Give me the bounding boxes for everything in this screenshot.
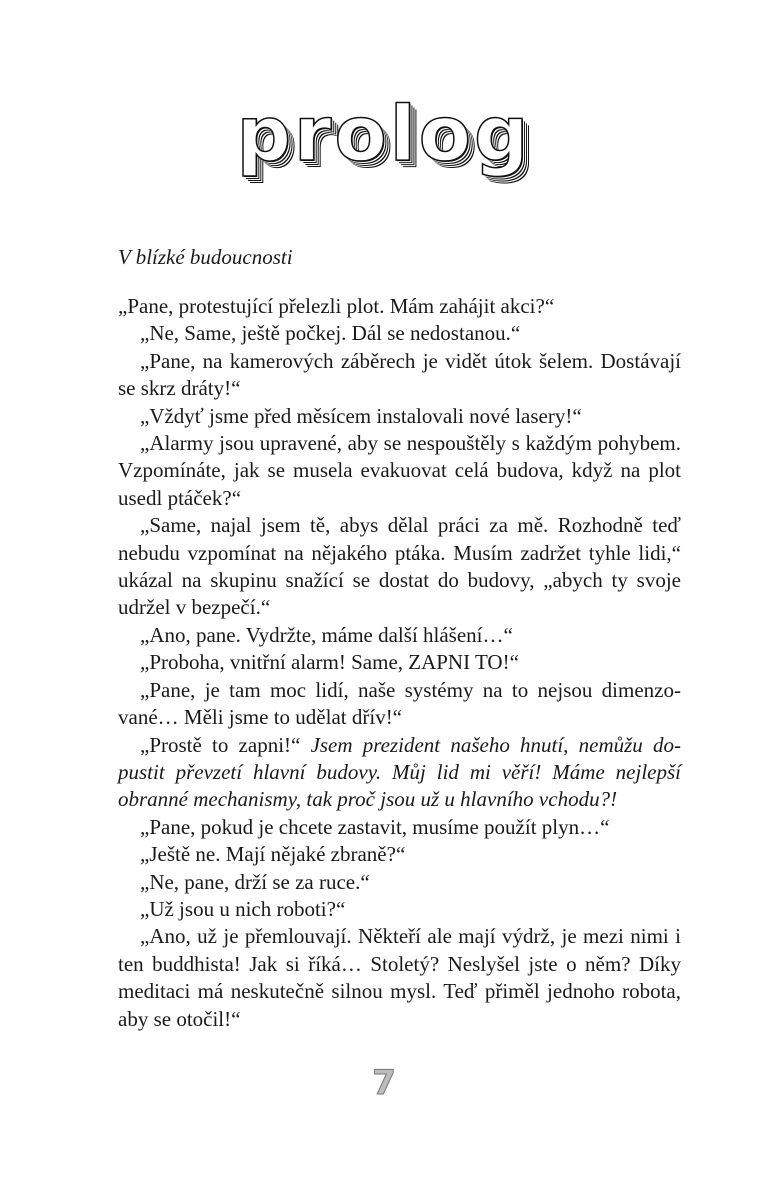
paragraph: „Vždyť jsme před měsícem instalovali nové lasery!“	[140, 403, 582, 428]
paragraph: „Pane, pokud je chcete zastavit, musíme použít plyn…“	[140, 814, 610, 839]
inner-thought: Jsem prezident našeho hnutí, nemůžu dopustit převzetí hlavní budovy. Můj lid mi věří! Máme nejlepší obranné mechanismy, tak proč jsou už u hlavního vchodu?!	[118, 732, 681, 812]
paragraph: „Proboha, vnitřní alarm! Same, ZAPNI TO!“	[140, 650, 519, 675]
chapter-subtitle: V blízké budoucnosti	[118, 245, 293, 269]
chapter-title: prolog	[236, 89, 532, 178]
paragraph: „Same, najal jsem tě, abys dělal práci za mě. Rozhodně teď nebudu vzpomínat na nějakého ptáka. Musím zadržet tyhle lidi,“ ukázal na skupinu snažící se dostat do budovy, „abych ty svoje udržel v bezpečí.“	[118, 513, 681, 620]
paragraph: „Ano, pane. Vydržte, máme další hlášení…“	[140, 622, 513, 647]
dialogue: „Prostě to zapni!“	[140, 732, 311, 757]
paragraph: „Ještě ne. Mají nějaké zbraně?“	[140, 842, 406, 867]
paragraph: „Ano, už je přemlouvají. Někteří ale mají výdrž, je mezi nimi i ten buddhista! Jak si říká… Stoletý? Neslyšel jste o něm? Díky meditaci má neskutečně silnou mysl. Teď přiměl jednoho robota, aby se otočil!“	[118, 924, 681, 1031]
paragraph: „Pane, je tam moc lidí, naše systémy na to nejsou dimenzované… Měli jsme to udělat dřív!“	[118, 677, 681, 730]
paragraph: „Alarmy jsou upravené, aby se nespouštěly s každým pohybem. Vzpomínáte, jak se musela evakuovat celá budova, když na plot usedl ptáček?“	[118, 431, 681, 510]
body-text	[118, 293, 681, 1033]
paragraph: „Ne, pane, drží se za ruce.“	[140, 869, 370, 894]
paragraph: „Pane, protestující přelezli plot. Mám zahájit akci?“	[118, 294, 555, 318]
page-number: 7	[372, 1063, 396, 1103]
paragraph: „Ne, Same, ještě počkej. Dál se nedostanou.“	[140, 321, 521, 346]
paragraph: „Už jsou u nich roboti?“	[140, 896, 346, 921]
paragraph-with-thought	[118, 732, 681, 814]
paragraph: „Pane, na kamerových záběrech je vidět útok šelem. Dostávají se skrz dráty!“	[118, 348, 681, 401]
